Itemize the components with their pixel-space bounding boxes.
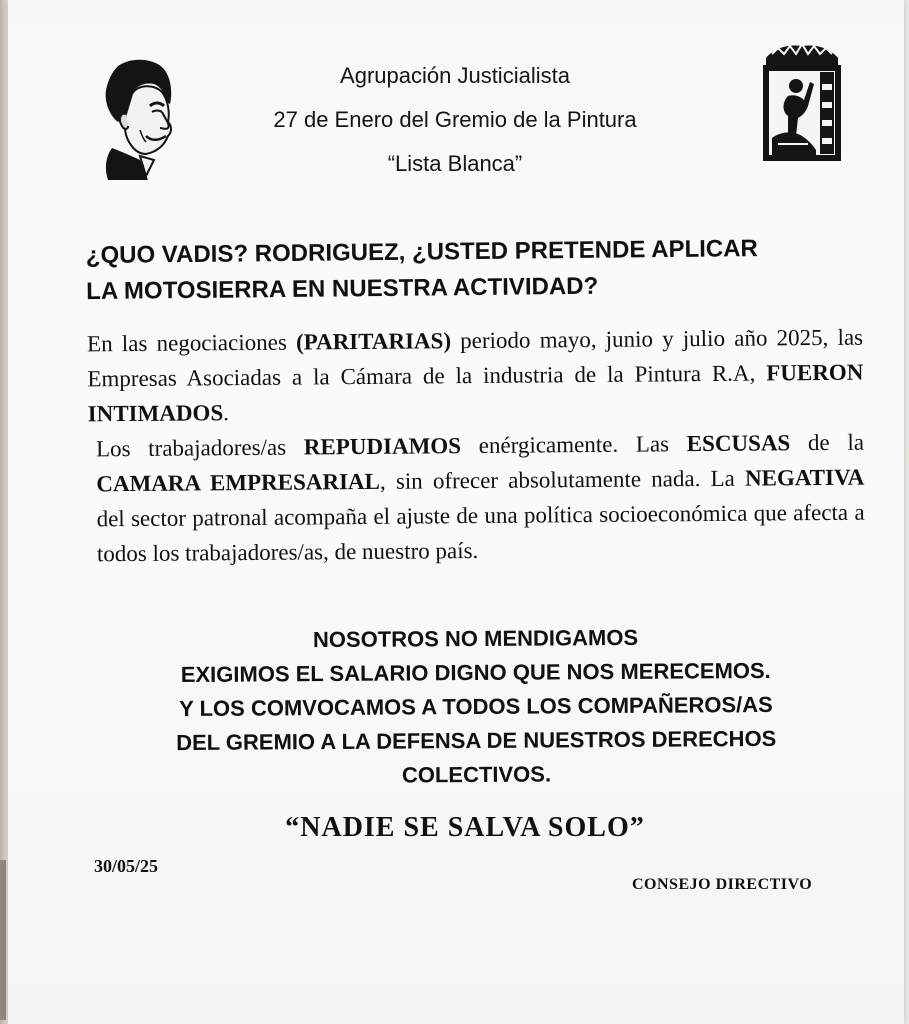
text-run: .: [223, 400, 230, 426]
organization-subtitle: 27 de Enero del Gremio de la Pintura: [273, 107, 637, 132]
body-text: [87, 320, 865, 572]
text-run: , sin ofrecer absolutamente nada. La: [379, 465, 746, 494]
text-run: periodo mayo, junio y julio año 2025, las Empresas Asociadas a la Cámara de la industria de la Pintura R.A,: [87, 324, 864, 392]
demand-line-1: NOSOTROS NO MENDIGAMOS: [312, 624, 639, 653]
emphasis-repudiamos: REPUDIAMOS: [303, 433, 462, 460]
emphasis-fueron-intimados: FUERON INTIMADOS: [87, 359, 864, 427]
headline-line-2: LA MOTOSIERRA EN NUESTRA ACTIVIDAD?: [86, 272, 599, 306]
demand-line-4: DEL GREMIO A LA DEFENSA DE NUESTROS DERECHOS: [176, 725, 777, 756]
emphasis-camara-empresarial: CAMARA EMPRESARIAL: [96, 468, 381, 497]
paragraph-1: [87, 320, 864, 432]
demands-block: [95, 619, 856, 794]
list-name: “Lista Blanca”: [387, 151, 523, 176]
text-run: Los trabajadores/as: [95, 434, 304, 462]
date: 30/05/25: [94, 856, 159, 876]
text-run: enérgicamente. Las: [460, 431, 687, 459]
text-run: En las negociaciones: [86, 329, 297, 357]
demand-line-5: COLECTIVOS.: [401, 761, 552, 788]
text-run: de la: [790, 429, 865, 456]
demand-line-2: EXIGIMOS EL SALARIO DIGNO QUE NOS MERECEMOS.: [180, 657, 771, 688]
emphasis-escusas: ESCUSAS: [686, 430, 791, 457]
headline-line-1: ¿QUO VADIS? RODRIGUEZ, ¿USTED PRETENDE APLICAR: [85, 235, 758, 270]
text-run: del sector patronal acompaña el ajuste de una política socioeconómica que afecta a todos los trabajadores/as, de nuestro país.: [96, 499, 865, 567]
demand-line-3: Y LOS COMVOCAMOS A TODOS LOS COMPAÑEROS/AS: [179, 691, 773, 722]
signature: CONSEJO DIRECTIVO: [632, 876, 813, 893]
paragraph-2: [88, 425, 865, 572]
peronist-shield-icon: [758, 40, 846, 164]
peron-portrait-icon: [88, 56, 184, 184]
organization-name: Agrupación Justicialista: [340, 63, 570, 88]
headline: [86, 230, 867, 310]
motto: “NADIE SE SALVA SOLO”: [285, 812, 645, 843]
background-strip: [0, 860, 6, 1020]
header: [210, 54, 700, 186]
emphasis-negativa: NEGATIVA: [744, 464, 865, 491]
emphasis-paritarias: (PARITARIAS): [295, 328, 452, 355]
